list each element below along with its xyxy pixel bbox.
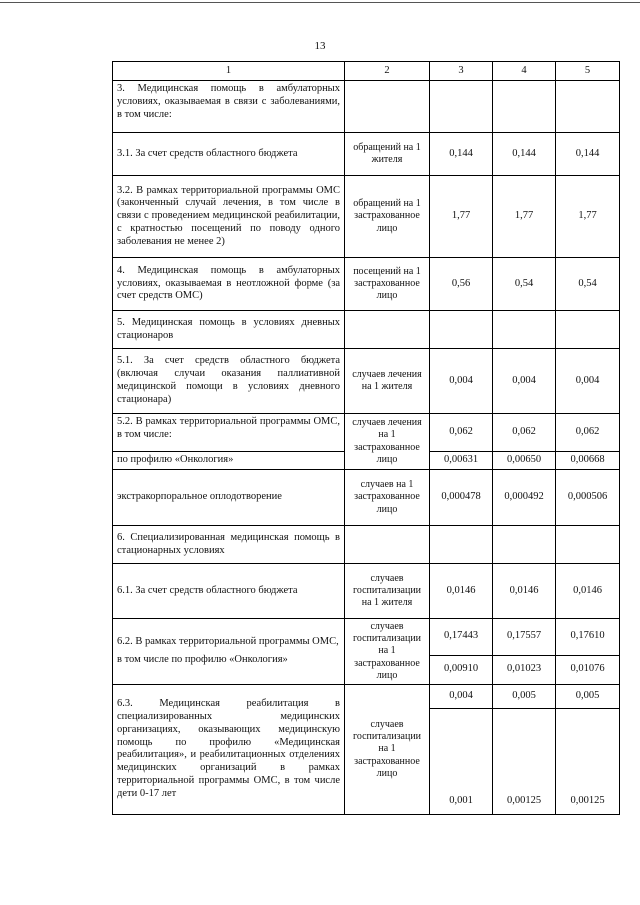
- value-cell: 0,54: [556, 258, 620, 311]
- value-cell: 0,00631: [430, 452, 493, 470]
- table-row: [113, 349, 620, 414]
- row-description: 5.1. За счет средств областного бюджета (включая случаи оказания паллиативной медицинской помощи в условиях дневного стационара): [113, 349, 345, 414]
- row-description: 3.2. В рамках территориальной программы ОМС (законченный случай лечения, в том числе в связи с проведением медицинской реабилитации, с кратностью посещений по поводу одного заболевания не менее 2): [113, 176, 345, 258]
- table-row: [113, 133, 620, 176]
- column-header: 2: [345, 62, 430, 81]
- value-cell: 1,77: [430, 176, 493, 258]
- value-cell: 0,062: [493, 414, 556, 452]
- value-cell: 0,17557: [493, 619, 556, 656]
- value-cell: 0,005: [493, 684, 556, 708]
- value-cell: [493, 81, 556, 133]
- row-description: [113, 619, 345, 685]
- table-row: [113, 470, 620, 526]
- top-rule: [0, 2, 640, 3]
- row-description: 3.1. За счет средств областного бюджета: [113, 133, 345, 176]
- column-header: 1: [113, 62, 345, 81]
- value-cell: 0,01076: [556, 655, 620, 684]
- unit-cell: случаев госпитализации на 1 застрахованное лицо: [345, 619, 430, 685]
- value-cell: 0,17443: [430, 619, 493, 656]
- value-cell: 0,0146: [430, 564, 493, 619]
- value-cell: 0,000492: [493, 470, 556, 526]
- value-cell: 0,00668: [556, 452, 620, 470]
- value-cell: 0,001: [430, 708, 493, 814]
- unit-cell: случаев лечения на 1 жителя: [345, 349, 430, 414]
- value-cell: 0,00125: [556, 708, 620, 814]
- value-cell: 0,144: [493, 133, 556, 176]
- row-description: 4. Медицинская помощь в амбулаторных условиях, оказываемая в неотложной форме (за счет средств ОМС): [113, 258, 345, 311]
- value-cell: [493, 311, 556, 349]
- value-cell: 0,00650: [493, 452, 556, 470]
- table-row: [113, 176, 620, 258]
- row-description: 3. Медицинская помощь в амбулаторных условиях, оказываемая в связи с заболеваниями, в том числе:: [113, 81, 345, 133]
- unit-cell: [345, 526, 430, 564]
- value-cell: 0,00125: [493, 708, 556, 814]
- table-row: [113, 311, 620, 349]
- table-row: [113, 526, 620, 564]
- column-header: 5: [556, 62, 620, 81]
- unit-cell: случаев на 1 застрахованное лицо: [345, 470, 430, 526]
- value-cell: 0,00910: [430, 655, 493, 684]
- unit-cell: [345, 311, 430, 349]
- value-cell: 0,004: [493, 349, 556, 414]
- value-cell: 0,000506: [556, 470, 620, 526]
- row-description: экстракорпоральное оплодотворение: [113, 470, 345, 526]
- row-description: 5. Медицинская помощь в условиях дневных стационаров: [113, 311, 345, 349]
- header-row: [113, 62, 620, 81]
- table-row: [113, 81, 620, 133]
- row-description: 6.3. Медицинская реабилитация в специализированных медицинских организациях, оказывающих медицинскую помощь по профилю «Медицинская реабилитация», и реабилитационных отделениях медицинских организаций в рамках территориальной программы ОМС, в том числе дети 0-17 лет: [113, 684, 345, 814]
- table-row: [113, 684, 620, 708]
- unit-cell: обращений на 1 застрахованное лицо: [345, 176, 430, 258]
- value-cell: [430, 526, 493, 564]
- unit-cell: обращений на 1 жителя: [345, 133, 430, 176]
- page-number: 13: [314, 40, 326, 52]
- value-cell: 0,062: [430, 414, 493, 452]
- unit-cell: случаев госпитализации на 1 жителя: [345, 564, 430, 619]
- table-row: [113, 619, 620, 656]
- value-cell: 0,004: [556, 349, 620, 414]
- row-description-line: в том числе по профилю «Онкология»: [117, 654, 288, 666]
- indicators-table: [112, 61, 620, 815]
- value-cell: 0,005: [556, 684, 620, 708]
- value-cell: 0,01023: [493, 655, 556, 684]
- column-header: 4: [493, 62, 556, 81]
- table-row: [113, 258, 620, 311]
- table-row: [113, 564, 620, 619]
- value-cell: [430, 311, 493, 349]
- value-cell: 0,144: [430, 133, 493, 176]
- value-cell: 1,77: [556, 176, 620, 258]
- value-cell: 0,004: [430, 684, 493, 708]
- unit-cell: случаев госпитализации на 1 застрахованное лицо: [345, 684, 430, 814]
- value-cell: 0,54: [493, 258, 556, 311]
- row-description: 5.2. В рамках территориальной программы ОМС, в том числе:: [113, 414, 345, 452]
- row-description: 6. Специализированная медицинская помощь в стационарных условиях: [113, 526, 345, 564]
- table-row: [113, 414, 620, 452]
- value-cell: 0,062: [556, 414, 620, 452]
- unit-cell: посещений на 1 застрахованное лицо: [345, 258, 430, 311]
- value-cell: [493, 526, 556, 564]
- value-cell: 0,004: [430, 349, 493, 414]
- row-description: 6.1. За счет средств областного бюджета: [113, 564, 345, 619]
- value-cell: 0,144: [556, 133, 620, 176]
- row-description: по профилю «Онкология»: [113, 452, 345, 470]
- value-cell: [556, 81, 620, 133]
- row-description-line: 6.2. В рамках территориальной программы ОМС,: [117, 635, 339, 647]
- value-cell: 0,000478: [430, 470, 493, 526]
- value-cell: [430, 81, 493, 133]
- unit-cell: [345, 81, 430, 133]
- column-header: 3: [430, 62, 493, 81]
- value-cell: 0,56: [430, 258, 493, 311]
- value-cell: 0,0146: [493, 564, 556, 619]
- value-cell: 1,77: [493, 176, 556, 258]
- value-cell: 0,17610: [556, 619, 620, 656]
- value-cell: [556, 526, 620, 564]
- value-cell: [556, 311, 620, 349]
- unit-cell: случаев лечения на 1 застрахованное лицо: [345, 414, 430, 470]
- value-cell: 0,0146: [556, 564, 620, 619]
